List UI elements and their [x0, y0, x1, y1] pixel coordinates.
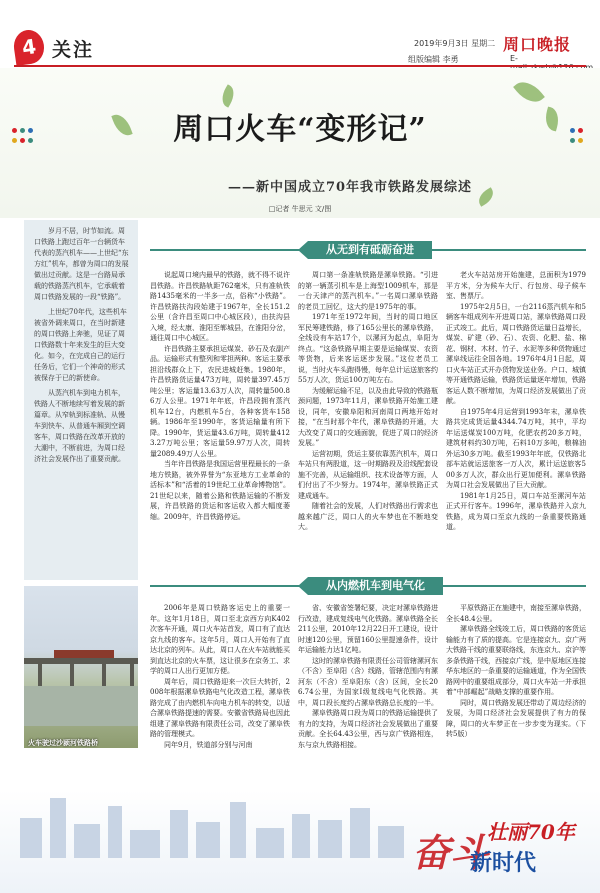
skyline-building [50, 798, 66, 858]
article-paragraph: 为缓解运输不足，以及由此导致的铁路瓶颈问题，1973年11月，漯阜铁路开始施工建设，同年，安徽阜阳和河南周口两地开始对接，“在当时那个年代，漯阜铁路的开通，大大改变了周口的交通面貌，促进了周口的经济发展。” [298, 386, 438, 447]
article-column [150, 270, 290, 570]
photo-caption: 火车驶过沙颍河铁路桥 [28, 739, 98, 747]
headline-title: 周口火车“变形记” [173, 112, 427, 147]
article-paragraph: 1975年2月5日，一台2116蒸汽机车和5辆客车组成列车开进周口站，漯阜铁路周口段正式竣工。此后，周口铁路货运量日益增长，煤炭、矿建（砂、石）、农资、化肥、盐、棉花、钢材、木材、竹子、水泥等多种货物通过漯阜线运往全国各地。1976年4月1日起，周口火车站正式开办货物发送业务。户口、城镇等开通铁路运输，铁路货运量逐年增加，铁路客运人数不断增加，为周口经济发展做出了贡献。 [446, 302, 586, 405]
article-paragraph: 周口第一条准轨铁路是漯阜铁路。“引进的第一辆蒸引机车是上海型1009机车，那是一台天津产的蒸汽机车。”一名周口漯阜铁路的老员工回忆，这大约是1975年的事。 [298, 271, 438, 311]
article-paragraph: 1971年至1972年间，当时的周口地区军民筹建铁路，修了165公里长的漯阜铁路，全线设有车站17个，以漯河为起点，阜阳为终点。“这条铁路早期主要是运输煤炭、农资等货物，后来客运逐步发展。”这位老员工说，当时火车头跑得慢，每年总计运送旅客约55万人次，货运100万吨左右。 [298, 313, 438, 384]
slogan-line-2: 新时代 [470, 851, 537, 876]
article-paragraph: 运营初期，货运主要依靠蒸汽机车，周口车站只有两股道，这一时期路段及沿线配套设施不完善，从运输组织、技术设备等方面，人们付出了不少努力。1974年，漯阜铁路正式建成通车。 [298, 449, 438, 500]
article-paragraph: 这时的漯阜铁路有限责任公司管辖漯河东（不含）至阜阳（含）线路，管辖范围内有漯河东（不含）至阜阳东（含）区间，全长206.74公里，为国家Ⅰ级复线电气化铁路。其中，周口段长度约占漯阜铁路总长度的一半。 [298, 656, 438, 707]
article-paragraph: 自1975年4月运营到1993年末，漯阜铁路共完成货运量4344.74万吨，其中，平均年运送煤炭100万吨，化肥农药20多万吨，建筑材料约30万吨，石料10万多吨，粮棉油外运30多万吨。截至1993年年底，仅铁路北部车站就运送旅客一万人次，累计运送旅客500多万人次，群众出行更加便利。漯阜铁路为周口社会发展做出了巨大贡献。 [446, 407, 586, 489]
bridge-pier [102, 664, 106, 686]
article-paragraph: 同时，周口铁路发展还带动了周边经济的发展，为周口经济社会发展提供了有力的保障，周口的火车梦正在一步步变为现实。（下转5版） [446, 698, 586, 738]
fendou-art-text: 奋斗 [412, 830, 489, 875]
article-paragraph: 随着社会的发展，人们对铁路出行需求也越来越广泛，周口人的火车梦也在不断地变大。 [298, 502, 438, 531]
article-column [298, 270, 438, 570]
bridge-pier [130, 664, 134, 686]
skyline-building [378, 826, 404, 858]
skyline-building [230, 802, 246, 858]
train-bridge-photo [24, 586, 138, 748]
article-column [446, 270, 586, 570]
byline: □记者 牛思元 文/图 [268, 205, 332, 213]
editor-credit: 组版编辑 李勇 [408, 55, 459, 64]
article-paragraph: 当年许昌铁路是我国运营里程最长的一条地方铁路，被外界誉为“东亚地方工业革命的活标本”和“活着的19世纪工业革命博物馆”。21世纪以来，随着公路和铁路运输的不断发展，许昌铁路的货运和客运收入都大幅度萎缩。2009年，许昌铁路停运。 [150, 460, 290, 521]
article-paragraph: 同年9月，铁道部分别与河南 [164, 740, 253, 749]
skyline-building [350, 808, 370, 858]
article-paragraph: 许昌铁路主要承担运煤炭、砂石及农副产品。运输形式有整列和零担两种。客运主要承担沿线群众上下，农民进城赶集。1980年，许昌铁路货运量473万吨，周转量397.45万吨公里；客运量13.63万人次，周转量500.86万人公里。1971年年底，许昌段拥有蒸汽机车12台，内燃机车5台，各种客货车158辆。1986年至1990年，客货运输量有所下降。1990年，货运量43.6万吨，周转量4123.27万吨公里；客运量59.97万人次，周转量2089.49万人公里。 [150, 344, 290, 458]
issue-date: 2019年9月3日 星期二 [414, 39, 496, 48]
article-paragraph: 省、安徽省签署纪要，决定对漯阜铁路进行改造，建成复线电气化铁路。漯阜铁路全长211公里，2010年12月22日开工建设，设计时速120公里，预留160公里提速条件，设计年运输能力达1亿吨。 [298, 604, 438, 654]
section-title: 关注 [52, 39, 95, 61]
skyline-building [292, 814, 310, 858]
headline-subtitle: ——新中国成立70年我市铁路发展综述 [227, 180, 473, 195]
section-banner: 从内燃机车到电气化 [308, 577, 443, 595]
intro-sidebar [24, 220, 138, 580]
article-paragraph: 周年后，周口铁路迎来一次巨大转折，2008年根据漯阜铁路电气化改造工程，漯阜铁路完成了由内燃机车向电力机车的转变，以适合漯阜铁路提速的需要。安徽省铁路局也因此组建了漯阜铁路有限责任公司，改变了漯阜铁路的管理模式。 [150, 677, 290, 738]
header-rule [14, 65, 586, 67]
sidebar-paragraph: 从蒸汽机车到电力机车，铁路人不断地续写着发展的新篇章。从窄轨到标准轨、从慢车到快车、从普通车厢到空调客车，周口铁路在改革开放的大潮中，不断前进，为周口经济社会发展作出了重要贡献。 [34, 389, 125, 463]
editor-email: E- [510, 54, 518, 63]
bridge-pier [70, 664, 74, 686]
skyline-building [20, 818, 42, 858]
skyline-building [318, 820, 342, 858]
train-shape [54, 650, 114, 658]
article-paragraph: 漯阜铁路周口段为周口的铁路运输提供了有力的支持，为周口经济社会发展做出了重要贡献。全长64.43公里，西与京广铁路相连，东与京九铁路相接。 [298, 709, 438, 749]
article-paragraph: 平原铁路正在施建中，南接至漯阜铁路，全长48.4公里。 [446, 604, 586, 623]
skyline-building [196, 822, 220, 858]
article-paragraph: 漯阜铁路全线竣工后，周口铁路的客货运输能力有了质的提高。它是连接京九、京广两大铁路干线的重要联络线，东连京九、京沪等多条铁路干线，西接京广线，是中原地区连接华东地区的一条重要的运输通道，作为全国铁路网中的重要组成部分，周口火车站一并承担着“中部崛起”战略支撑的重要作用。 [446, 625, 586, 696]
page-number-badge: 4 [12, 28, 46, 66]
article-paragraph: 说起周口境内最早的铁路，就不得不说许昌铁路。许昌铁路轨距762毫米，只有准轨铁路1435毫米的一半多一点，俗称“小铁路”。许昌铁路扶沟段始建于1967年，全长151.2公里（含许昌至周口中心城区段），由扶沟县入境，经太康、淮阳至郸城县，在淮阳分岔，通往周口中心城区。 [150, 271, 290, 342]
bridge-pier [38, 664, 42, 686]
paper-logo: 周口晚报 [503, 35, 572, 54]
skyline-building [256, 828, 284, 858]
section-banner: 从无到有砥砺奋进 [308, 241, 432, 259]
skyline-building [74, 824, 100, 858]
skyline-building [130, 830, 160, 858]
slogan-line-1: 壮丽70年 [487, 820, 575, 844]
sidebar-paragraph: 上世纪70年代，这些机车被省外调来周口，在当时新建的周口铁路上奔驰，见证了周口铁路数十年来发生的巨大变化。如今，在完成自己的运行任务后，它们一个神奇的形式被保存于已的新使命。 [34, 308, 127, 382]
sidebar-paragraph: 岁月不居，时节如流。周口铁路上跑过百年一台辆货车代表的蒸汽机车——上世纪“东方红”机车，都曾为周口的发展做出过贡献。这是一台路局承载的铁路蒸汽机车，它承载着周口铁路发展的一段“铁路”。 [34, 227, 129, 301]
article-paragraph: 老火车站站房开始施建，总面积为1979平方米，分为候车大厅、行包房、母子候车室、售票厅。 [446, 271, 586, 300]
article-column [298, 603, 438, 783]
skyline-building [170, 810, 188, 858]
article-paragraph: 1981年1月25日，周口车站至漯河车站正式开行客车。1996年，漯阜铁路并入京九铁路，成为周口至京九线的一条重要铁路通道。 [446, 491, 586, 531]
article-column [150, 603, 290, 783]
river-water [24, 686, 138, 726]
skyline-building [108, 806, 122, 858]
article-paragraph: 2006年是周口铁路客运史上的重要一年。这年1月18日，周口至北京西方向K402次客车开通，周口火车站首发，周口有了直达京九线的客车。这年5月，周口人开始有了直达北京的列车。从此，周口人在火车站就能买到直达北京的火车票，这让很多在京务工、求学的周口人出行更加方便。 [150, 604, 290, 675]
article-column [446, 603, 586, 783]
